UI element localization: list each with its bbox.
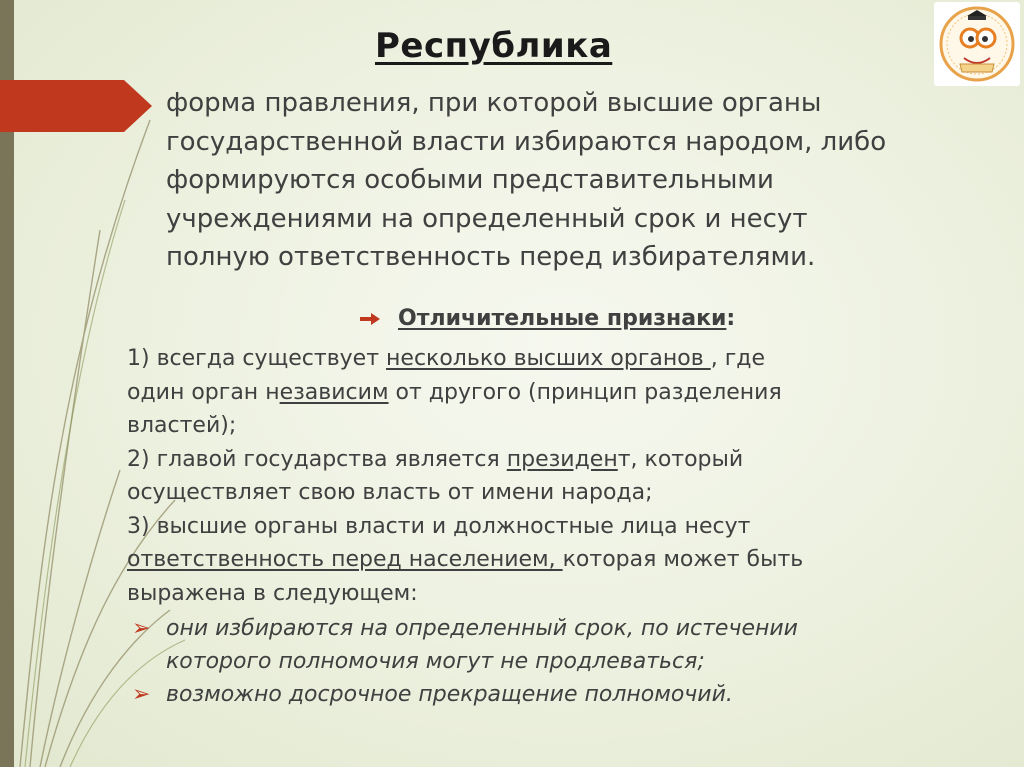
definition-line: государственной власти избираются народом, либо [166,126,887,157]
logo-image [934,2,1020,86]
logo-icon [934,2,1020,86]
feature-line: один орган независим от другого (принцип разделения [127,379,782,405]
sub-bullet-item: ➢ они избираются на определенный срок, по истечении которого полномочия могут не продлеваться; [130,612,980,678]
definition-line: формируются особыми представительными [166,165,774,195]
features-heading-colon: : [726,306,736,331]
slide-title: Республика [375,26,613,66]
definition-text [166,84,910,277]
features-heading-label: Отличительные признаки [398,306,727,331]
feature-line: 3) высшие органы власти и должностные лица несут [127,513,751,539]
definition-line: учреждениями на определенный срок и несут [166,203,808,234]
pointer-arrow-icon [360,312,380,326]
sub-bullet-list [130,612,980,711]
feature-line: 2) главой государства является президент, который [127,446,744,472]
feature-line: властей); [127,413,237,438]
feature-line: ответственность перед населением, которая может быть [127,547,804,572]
chevron-bullet-icon: ➢ [132,616,151,641]
features-heading [360,306,735,331]
definition-line: форма правления, при которой высшие органы [166,88,822,118]
features-list [127,342,977,610]
feature-line: 1) всегда существует несколько высших органов , где [127,346,765,371]
definition-block [130,84,910,277]
definition-line: полную ответственность перед избирателями. [166,242,816,272]
feature-line: выражена в следующем: [127,580,418,606]
chevron-bullet-icon: ➢ [132,682,151,707]
sub-bullet-item: ➢ возможно досрочное прекращение полномочий. [130,678,980,711]
bullet-arrow-icon [132,96,144,110]
feature-line: осуществляет свою власть от имени народа; [127,480,653,505]
